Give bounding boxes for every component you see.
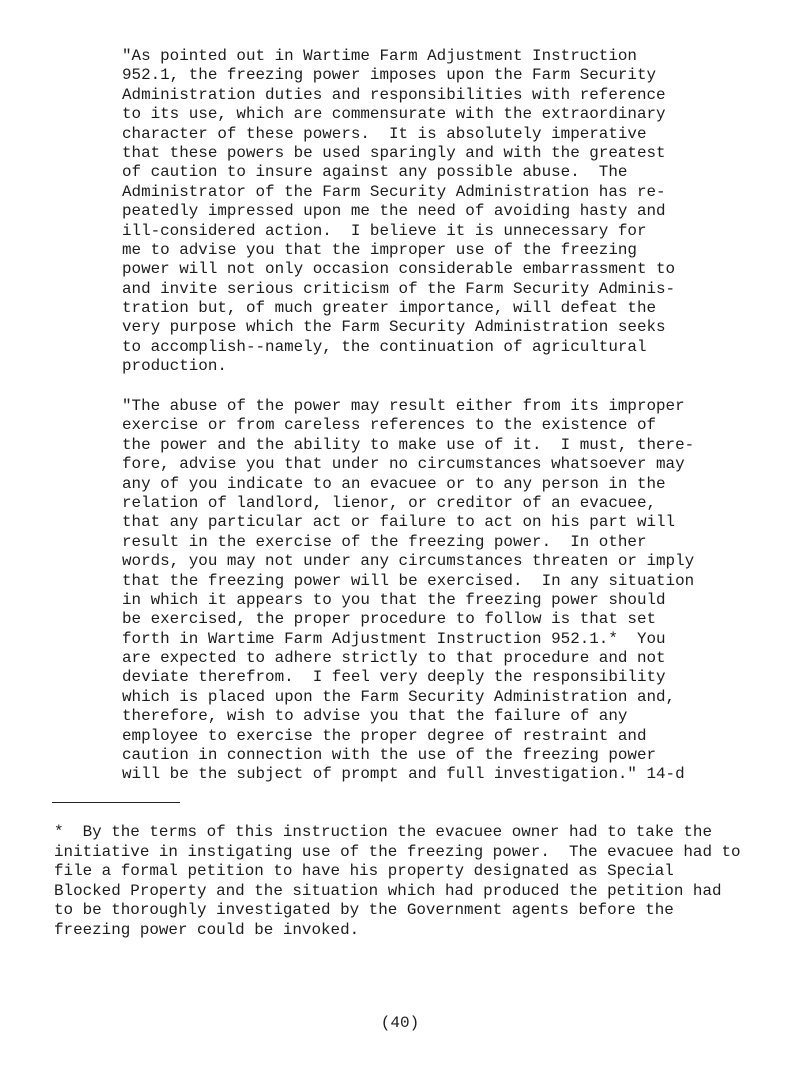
paragraph-1-line: to accomplish--namely, the continuation of agricultural	[122, 337, 647, 356]
paragraph-2-line: in which it appears to you that the freezing power should	[122, 590, 666, 609]
paragraph-1-line: of caution to insure against any possible abuse. The	[122, 163, 628, 182]
paragraph-1-line: peatedly impressed upon me the need of avoiding hasty and	[122, 202, 666, 221]
paragraph-2-line: are expected to adhere strictly to that procedure and not	[122, 649, 666, 668]
paragraph-2-line: fore, advise you that under no circumstances whatsoever may	[122, 455, 685, 474]
footnote-line: freezing power could be invoked.	[54, 920, 360, 939]
paragraph-1-line: Administration duties and responsibilities with reference	[122, 85, 666, 104]
paragraph-2-line: "The abuse of the power may result either from its improper	[122, 397, 685, 415]
footnote-line: Blocked Property and the situation which had produced the petition had	[54, 881, 722, 900]
paragraph-2-line: that the freezing power will be exercised. In any situation	[122, 571, 695, 590]
paragraph-2-line: the power and the ability to make use of it. I must, there-	[122, 435, 695, 454]
paragraph-1-line: 952.1, the freezing power imposes upon the Farm Security	[122, 66, 657, 85]
footnote	[54, 823, 741, 940]
paragraph-2-line: therefore, wish to advise you that the failure of any	[122, 707, 628, 726]
footnote-line: file a formal petition to have his property designated as Special	[54, 862, 674, 880]
footnote-line: initiative in instigating use of the freezing power. The evacuee had to	[54, 842, 741, 861]
page-number: (40)	[380, 1014, 420, 1032]
paragraph-2-line: which is placed upon the Farm Security Administration and,	[122, 687, 676, 706]
paragraph-2-line: will be the subject of prompt and full investigation." 14-d	[122, 765, 685, 784]
paragraph-1-line: very purpose which the Farm Security Administration seeks	[122, 318, 666, 337]
quoted-paragraph-1	[122, 47, 675, 377]
quoted-paragraph-2	[122, 397, 694, 785]
paragraph-1-line: and invite serious criticism of the Farm Security Adminis-	[122, 279, 676, 298]
paragraph-2-line: any of you indicate to an evacuee or to any person in the	[122, 474, 666, 493]
paragraph-1-line: to its use, which are commensurate with the extraordinary	[122, 105, 666, 124]
footnote-separator	[52, 802, 180, 803]
paragraph-2-line: employee to exercise the proper degree of restraint and	[122, 726, 647, 745]
paragraph-2-line: be exercised, the proper procedure to follow is that set	[122, 610, 657, 629]
paragraph-2-line: words, you may not under any circumstances threaten or imply	[122, 552, 695, 571]
paragraph-2-line: result in the exercise of the freezing power. In other	[122, 532, 647, 551]
paragraph-2-line: caution in connection with the use of the freezing power	[122, 746, 657, 765]
paragraph-1-line: me to advise you that the improper use of the freezing	[122, 240, 637, 259]
paragraph-1-line: tration but, of much greater importance, will defeat the	[122, 299, 657, 318]
paragraph-1-line: power will not only occasion considerable embarrassment to	[122, 260, 676, 279]
paragraph-2-line: exercise or from careless references to the existence of	[122, 416, 657, 435]
footnote-line: * By the terms of this instruction the evacuee owner had to take the	[54, 823, 712, 841]
paragraph-1-line: Administrator of the Farm Security Administration has re-	[122, 182, 666, 201]
paragraph-2-line: relation of landlord, lienor, or creditor of an evacuee,	[122, 493, 657, 512]
paragraph-1-line: character of these powers. It is absolutely imperative	[122, 124, 647, 143]
paragraph-1-line: production.	[122, 357, 227, 376]
paragraph-2-line: that any particular act or failure to act on his part will	[122, 513, 676, 532]
paragraph-1-line: that these powers be used sparingly and with the greatest	[122, 143, 666, 162]
paragraph-1-line: "As pointed out in Wartime Farm Adjustment Instruction	[122, 47, 637, 65]
paragraph-1-line: ill-considered action. I believe it is unnecessary for	[122, 221, 647, 240]
paragraph-2-line: deviate therefrom. I feel very deeply the responsibility	[122, 668, 666, 687]
footnote-line: to be thoroughly investigated by the Government agents before the	[54, 901, 674, 919]
paragraph-2-line: forth in Wartime Farm Adjustment Instruction 952.1.* You	[122, 629, 666, 648]
